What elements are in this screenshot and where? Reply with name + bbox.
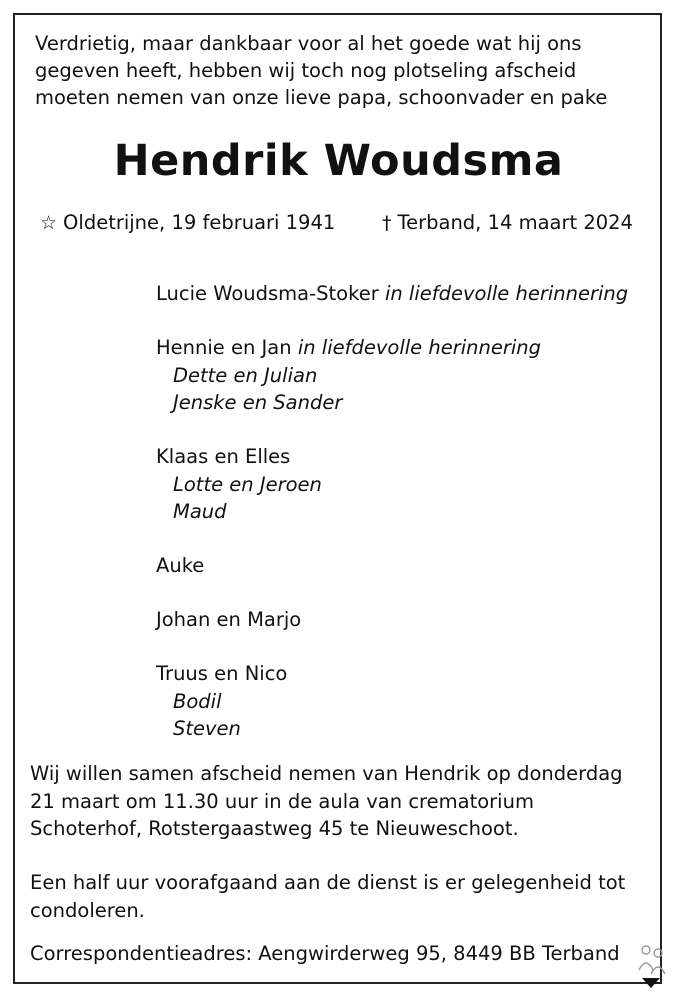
family-member-note: in liefdevolle herinnering (297, 336, 542, 359)
publisher-logo-icon (637, 944, 669, 988)
family-member (156, 334, 628, 362)
grandchild: Dette en Julian (173, 363, 318, 387)
death-info (382, 211, 633, 234)
grandchild: Bodil (173, 689, 222, 713)
intro-line: gegeven heeft, hebben wij toch nog plotseling afscheid (35, 59, 577, 82)
family-list (156, 280, 628, 743)
family-member (156, 660, 628, 688)
correspondence-address: Correspondentieadres: Aengwirderweg 95, 8449 BB Terband (30, 942, 620, 965)
cross-icon: † (382, 212, 392, 234)
family-member (156, 552, 628, 580)
grandchild: Maud (173, 500, 227, 523)
condolence-line: condoleren. (30, 898, 145, 922)
grandchild: Lotte en Jeroen (173, 472, 322, 496)
condolence-text (30, 869, 625, 924)
family-spacer (156, 634, 628, 661)
death-text: Terband, 14 maart 2024 (397, 211, 633, 234)
family-spacer (156, 417, 628, 444)
service-line: Schoterhof, Rotstergaastweg 45 te Nieuweschoot. (30, 817, 519, 840)
family-member-name: Johan en Marjo (156, 608, 302, 631)
family-member (156, 280, 628, 308)
family-member-name: Truus en Nico (156, 662, 288, 685)
intro-line: moeten nemen van onze lieve papa, schoonvader en pake (35, 86, 608, 109)
service-text (30, 760, 623, 843)
family-spacer (156, 526, 628, 553)
family-member-name: Lucie Woudsma-Stoker (156, 282, 379, 305)
family-member (156, 606, 628, 634)
family-member-name: Hennie en Jan (156, 336, 292, 359)
intro-text (35, 30, 607, 111)
deceased-name: Hendrik Woudsma (113, 136, 564, 186)
intro-line: Verdrietig, maar dankbaar voor al het goede wat hij ons (35, 32, 582, 55)
service-line: 21 maart om 11.30 uur in de aula van crematorium (30, 789, 534, 813)
birth-info (40, 211, 335, 234)
service-line: Wij willen samen afscheid nemen van Hendrik op donderdag (30, 762, 623, 785)
family-member-name: Auke (156, 554, 205, 577)
family-member-note: in liefdevolle herinnering (384, 282, 629, 305)
family-member (156, 443, 628, 471)
birth-text: Oldetrijne, 19 februari 1941 (63, 211, 336, 234)
family-member-name: Klaas en Elles (156, 445, 291, 468)
family-spacer (156, 308, 628, 335)
family-spacer (156, 580, 628, 607)
star-icon: ☆ (40, 212, 58, 234)
grandchild: Jenske en Sander (173, 391, 343, 414)
condolence-line: Een half uur voorafgaand aan de dienst is er gelegenheid tot (30, 871, 626, 894)
grandchild: Steven (173, 717, 241, 740)
